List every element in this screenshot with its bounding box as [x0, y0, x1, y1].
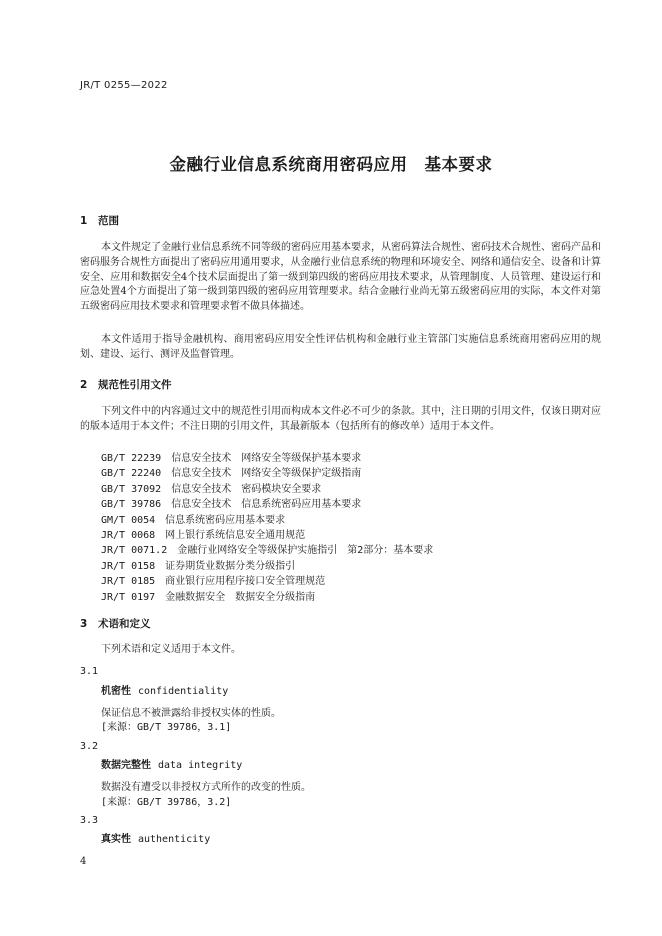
term-number: 3.1 — [80, 666, 99, 677]
section-title: 规范性引用文件 — [98, 379, 172, 391]
term-number: 3.3 — [80, 815, 99, 826]
term-source: [来源：GB/T 39786，3.2] — [101, 797, 232, 808]
term-name-en: confidentiality — [137, 686, 229, 697]
section-number: 3 — [80, 618, 88, 630]
reference-item: GM/T 0054 信息系统密码应用基本要求 — [101, 514, 286, 526]
section-heading-scope — [80, 213, 119, 228]
page-number: 4 — [80, 856, 87, 867]
section-title: 范围 — [98, 215, 119, 227]
reference-item: GB/T 37092 信息安全技术 密码模块安全要求 — [101, 483, 322, 495]
section-heading-normative-refs — [80, 377, 172, 392]
reference-item: JR/T 0185 商业银行应用程序接口安全管理规范 — [101, 576, 326, 588]
term-name-zh: 真实性 — [101, 834, 131, 845]
term-source: [来源：GB/T 39786，3.1] — [101, 722, 232, 733]
section-number: 1 — [80, 215, 88, 227]
term-name — [101, 830, 210, 845]
section-title: 术语和定义 — [98, 618, 151, 630]
term-name-en: data integrity — [157, 760, 243, 771]
section-heading-terms — [80, 616, 151, 631]
term-name-en: authenticity — [137, 834, 211, 845]
reference-item: JR/T 0197 金融数据安全 数据安全分级指南 — [101, 591, 316, 603]
term-number: 3.2 — [80, 741, 99, 752]
reference-item: JR/T 0068 网上银行系统信息安全通用规范 — [101, 530, 306, 542]
reference-item: GB/T 22240 信息安全技术 网络安全等级保护定级指南 — [101, 468, 362, 480]
term-name-zh: 数据完整性 — [101, 760, 151, 771]
scope-paragraph-2: 本文件适用于指导金融机构、商用密码应用安全性评估机构和金融行业主管部门实施信息系统商用密码应用的规划、建设、运行、测评及监督管理。 — [80, 334, 601, 360]
term-definition: 数据没有遭受以非授权方式所作的改变的性质。 — [101, 782, 311, 793]
term-name — [101, 756, 242, 771]
term-name — [101, 682, 228, 697]
standard-number: JR/T 0255—2022 — [80, 80, 168, 91]
normative-refs-intro: 下列文件中的内容通过文中的规范性引用而构成本文件必不可少的条款。其中，注日期的引用文件，仅该日期对应的版本适用于本文件；不注日期的引用文件，其最新版本（包括所有的修改单）适用于本文件。 — [80, 406, 601, 432]
terms-intro: 下列术语和定义适用于本文件。 — [101, 644, 241, 655]
document-title: 金融行业信息系统商用密码应用 基本要求 — [169, 155, 493, 174]
scope-paragraph-1: 本文件规定了金融行业信息系统不同等级的密码应用基本要求，从密码算法合规性、密码技术合规性、密码产品和密码服务合规性方面提出了密码应用通用要求，从金融行业信息系统的物理和环境安全、网络和通信安全、设备和计算安全、应用和数据安全4个技术层面提出了第一级到第四级的密码应用技术要求，从管理制度、人员管理、建设运行和应急处置4个方面提出了第一级到第四级的密码应用管理要求。结合金融行业尚无第五级密码应用的实际，本文件对第五级密码应用技术要求和管理要求暂不做具体描述。 — [80, 242, 601, 313]
term-name-zh: 机密性 — [101, 686, 131, 697]
reference-item: GB/T 22239 信息安全技术 网络安全等级保护基本要求 — [101, 453, 362, 464]
reference-item: JR/T 0158 证券期货业数据分类分级指引 — [101, 560, 296, 572]
term-definition: 保证信息不被泄露给非授权实体的性质。 — [101, 708, 281, 719]
reference-list — [101, 451, 433, 605]
reference-item: GB/T 39786 信息安全技术 信息系统密码应用基本要求 — [101, 499, 362, 511]
section-number: 2 — [80, 379, 88, 391]
reference-item: JR/T 0071.2 金融行业网络安全等级保护实施指引 第2部分：基本要求 — [101, 545, 434, 557]
